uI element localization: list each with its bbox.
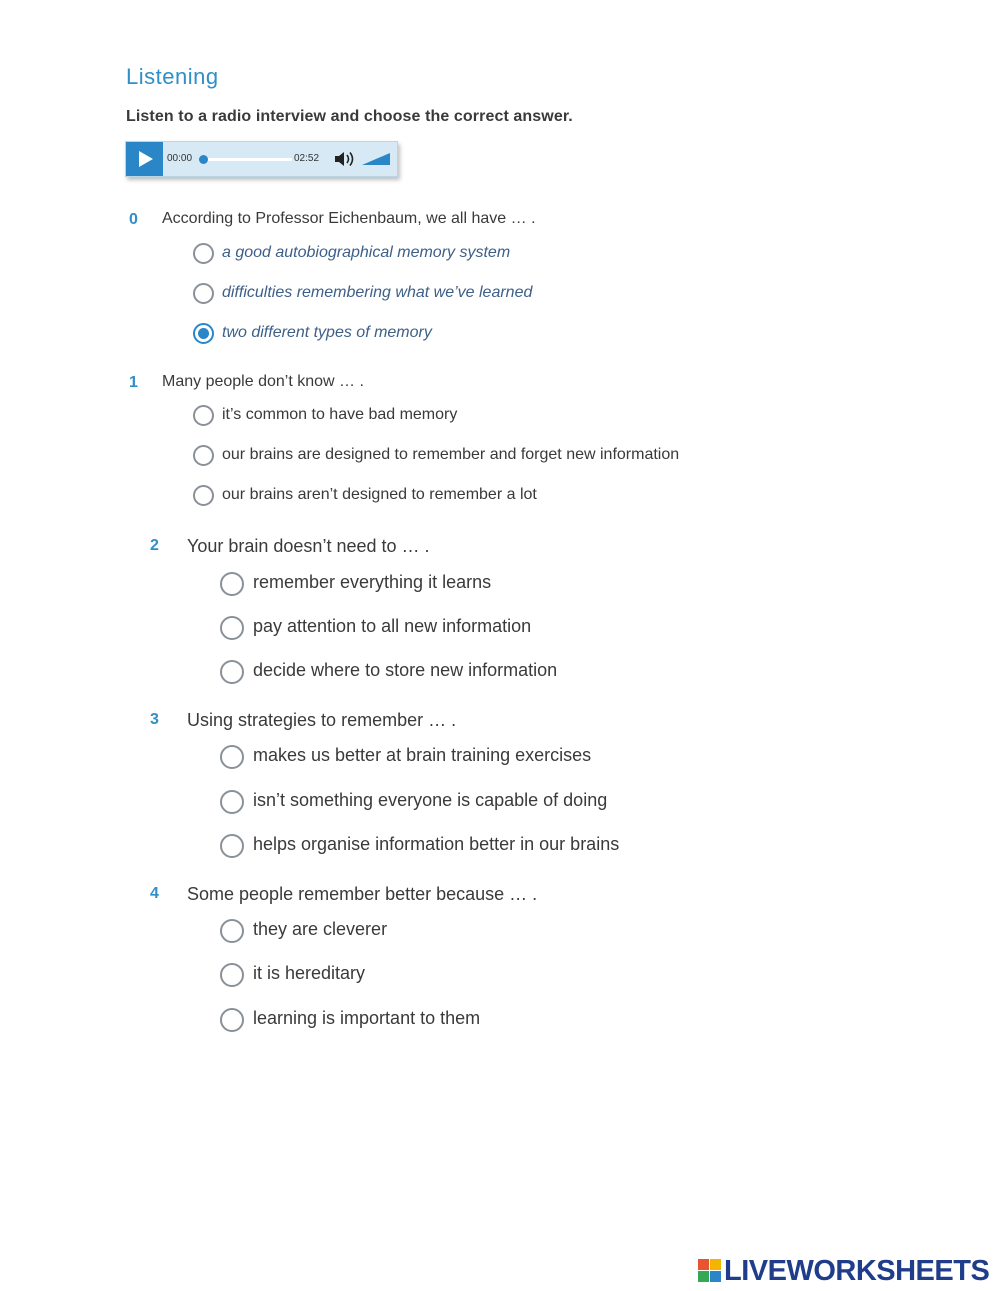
option-radio[interactable] <box>220 1008 244 1032</box>
option-radio[interactable] <box>220 963 244 987</box>
question-text: Your brain doesn’t need to … . <box>187 536 430 556</box>
option-label[interactable]: pay attention to all new information <box>253 616 532 636</box>
option-label[interactable]: two different types of memory <box>222 324 432 341</box>
option-radio[interactable] <box>193 283 214 304</box>
option-radio[interactable] <box>193 445 214 466</box>
speaker-icon[interactable] <box>333 150 357 168</box>
option-label[interactable]: helps organise information better in our brains <box>253 834 620 854</box>
progress-track[interactable] <box>202 158 292 161</box>
logo-mark-icon <box>698 1259 722 1283</box>
question-text: Many people don’t know … . <box>162 373 364 390</box>
option-label[interactable]: makes us better at brain training exercises <box>253 745 592 765</box>
option-label[interactable]: our brains aren’t designed to remember a lot <box>222 486 537 503</box>
current-time: 00:00 <box>167 153 193 164</box>
option-radio[interactable] <box>220 660 244 684</box>
option-label[interactable]: isn’t something everyone is capable of doing <box>253 790 608 810</box>
option-radio[interactable] <box>220 834 244 858</box>
option-label[interactable]: learning is important to them <box>253 1008 481 1028</box>
audio-player <box>125 141 398 177</box>
page-title: Listening <box>126 64 219 89</box>
option-radio[interactable] <box>220 745 244 769</box>
progress-knob[interactable] <box>199 155 208 164</box>
option-label[interactable]: they are cleverer <box>253 919 388 939</box>
option-label[interactable]: it’s common to have bad memory <box>222 406 458 423</box>
option-radio[interactable] <box>220 616 244 640</box>
option-radio[interactable] <box>220 919 244 943</box>
play-button[interactable] <box>126 142 163 176</box>
question-number: 1 <box>129 374 138 391</box>
option-label[interactable]: remember everything it learns <box>253 572 492 592</box>
option-radio[interactable] <box>193 323 214 344</box>
question-number: 2 <box>150 537 159 554</box>
instructions: Listen to a radio interview and choose the correct answer. <box>126 108 573 125</box>
question-text: Some people remember better because … . <box>187 884 538 904</box>
option-label[interactable]: our brains are designed to remember and forget new information <box>222 446 680 463</box>
question-number: 4 <box>150 885 159 902</box>
question-text: Using strategies to remember … . <box>187 710 457 730</box>
option-radio[interactable] <box>193 485 214 506</box>
radio-selected-dot <box>198 328 209 339</box>
option-label[interactable]: it is hereditary <box>253 963 366 983</box>
question-text: According to Professor Eichenbaum, we all have … . <box>162 210 536 227</box>
option-radio[interactable] <box>220 790 244 814</box>
play-icon <box>139 151 153 167</box>
duration: 02:52 <box>294 153 320 164</box>
option-label[interactable]: difficulties remembering what we’ve learned <box>222 284 533 301</box>
logo-text: LIVEWORKSHEETS <box>724 1255 990 1287</box>
option-radio[interactable] <box>193 405 214 426</box>
option-label[interactable]: a good autobiographical memory system <box>222 244 511 261</box>
question-number: 3 <box>150 711 159 728</box>
option-label[interactable]: decide where to store new information <box>253 660 558 680</box>
volume-slider[interactable] <box>362 152 390 166</box>
option-radio[interactable] <box>220 572 244 596</box>
question-number: 0 <box>129 211 138 228</box>
option-radio[interactable] <box>193 243 214 264</box>
